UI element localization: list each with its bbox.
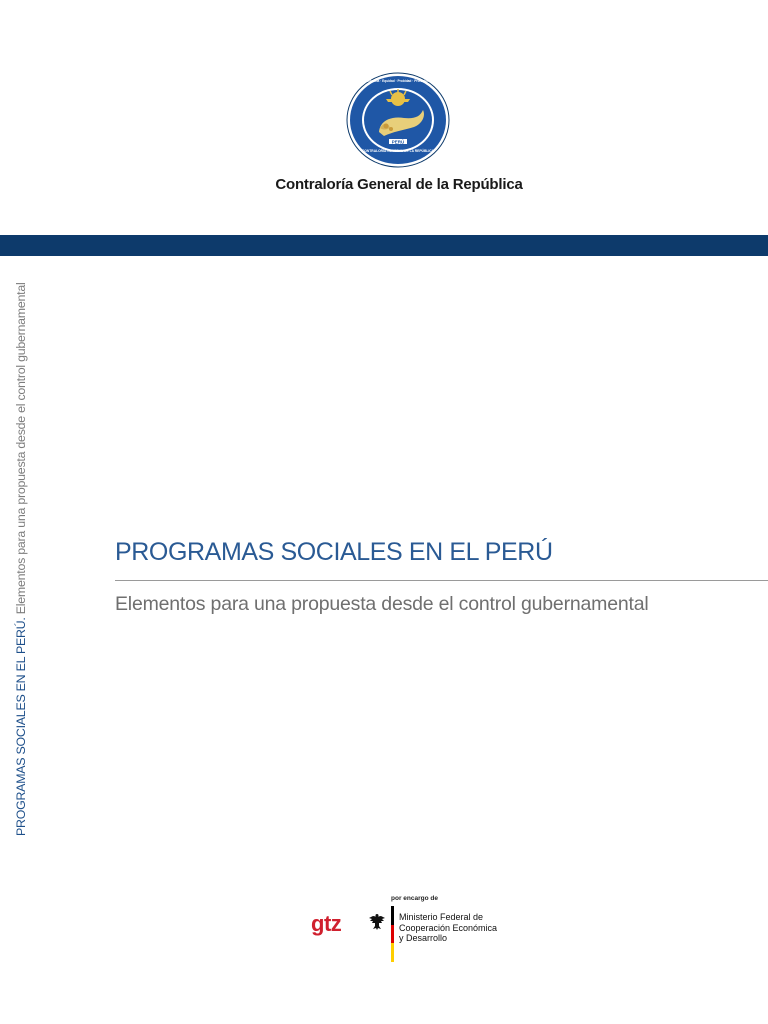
gtz-logo: gtz (311, 911, 342, 936)
ministry-line-3: y Desarrollo (399, 933, 448, 943)
title-divider (115, 580, 768, 581)
svg-text:Independencia · Equidad · Prob: Independencia · Equidad · Probidad · Profesionalismo (357, 79, 439, 83)
spine-title: PROGRAMAS SOCIALES EN EL PERÚ. (14, 617, 28, 836)
ministry-line-1: Ministerio Federal de (399, 912, 484, 922)
commission-label: por encargo de (391, 895, 438, 902)
cover-title: PROGRAMAS SOCIALES EN EL PERÚ (115, 538, 553, 566)
spine-text (12, 276, 30, 836)
ministry-logo-text (399, 912, 497, 944)
ministry-line-2: Cooperación Económica (399, 922, 498, 933)
svg-text:CONTRALORÍA GENERAL DE LA REPÚ: CONTRALORÍA GENERAL DE LA REPÚBLICA (361, 149, 435, 153)
svg-text:PERÚ: PERÚ (391, 139, 405, 145)
contraloria-seal-icon (346, 72, 450, 168)
header-band (0, 235, 768, 256)
german-eagle-icon (367, 912, 387, 932)
cover-subtitle: Elementos para una propuesta desde el control gubernamental (115, 593, 649, 615)
german-flag-stripe (391, 906, 394, 962)
spine-subtitle: Elementos para una propuesta desde el control gubernamental (14, 282, 28, 618)
institution-name: Contraloría General de la República (275, 176, 523, 193)
